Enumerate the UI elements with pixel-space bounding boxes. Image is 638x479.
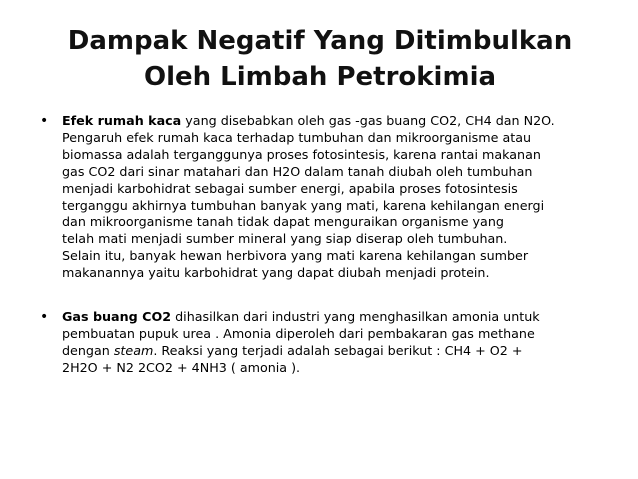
bullet-line: terganggu akhirnya tumbuhan banyak yang mati, karena kehilangan energi [62, 197, 545, 213]
bullet-text: dihasilkan dari industri yang menghasilkan amonia untuk [171, 309, 540, 324]
bullet-line: Pengaruh efek rumah kaca terhadap tumbuhan dan mikroorganisme atau [62, 129, 532, 145]
bullet-line: makanannya yaitu karbohidrat yang dapat diubah menjadi protein. [62, 265, 490, 281]
bullet-text: yang disebabkan oleh gas -gas buang CO2, CH4 dan N2O. [181, 113, 555, 128]
slide-title [40, 23, 600, 95]
bullet-italic-term: steam [113, 342, 154, 358]
title-line-1: Dampak Negatif Yang Ditimbulkan [67, 26, 573, 56]
bullet-text: dengan [62, 342, 114, 358]
bullet-body [62, 309, 622, 377]
bullet-dot-icon: • [40, 113, 49, 129]
bullet-line: telah mati menjadi sumber mineral yang siap diserap oleh tumbuhan. [62, 231, 508, 247]
bullet-line [62, 113, 622, 130]
bullet-line [62, 309, 622, 326]
bullet-line [62, 343, 622, 360]
bullet-body [62, 113, 622, 282]
bullet-line: gas CO2 dari sinar matahari dan H2O dalam tanah diubah oleh tumbuhan [62, 163, 533, 179]
bullet-line: dan mikroorganisme tanah tidak dapat menguraikan organisme yang [62, 214, 504, 230]
title-line-2: Oleh Limbah Petrokimia [143, 62, 497, 92]
bullet-dot-icon: • [40, 309, 49, 325]
bullet-bold-lead: Efek rumah kaca [62, 113, 182, 128]
bullet-line: menjadi karbohidrat sebagai sumber energi, apabila proses fotosintesis [62, 180, 518, 196]
bullet-bold-lead: Gas buang CO2 [62, 309, 172, 324]
bullet-line: Selain itu, banyak hewan herbivora yang mati karena kehilangan sumber [62, 248, 529, 264]
bullet-text: . Reaksi yang terjadi adalah sebagai berikut : CH4 + O2 + [153, 342, 523, 358]
bullet-line: 2H2O + N2 2CO2 + 4NH3 ( amonia ). [62, 359, 301, 375]
bullet-line: pembuatan pupuk urea . Amonia diperoleh dari pembakaran gas methane [62, 325, 535, 341]
bullet-line: biomassa adalah terganggunya proses fotosintesis, karena rantai makanan [62, 146, 541, 162]
